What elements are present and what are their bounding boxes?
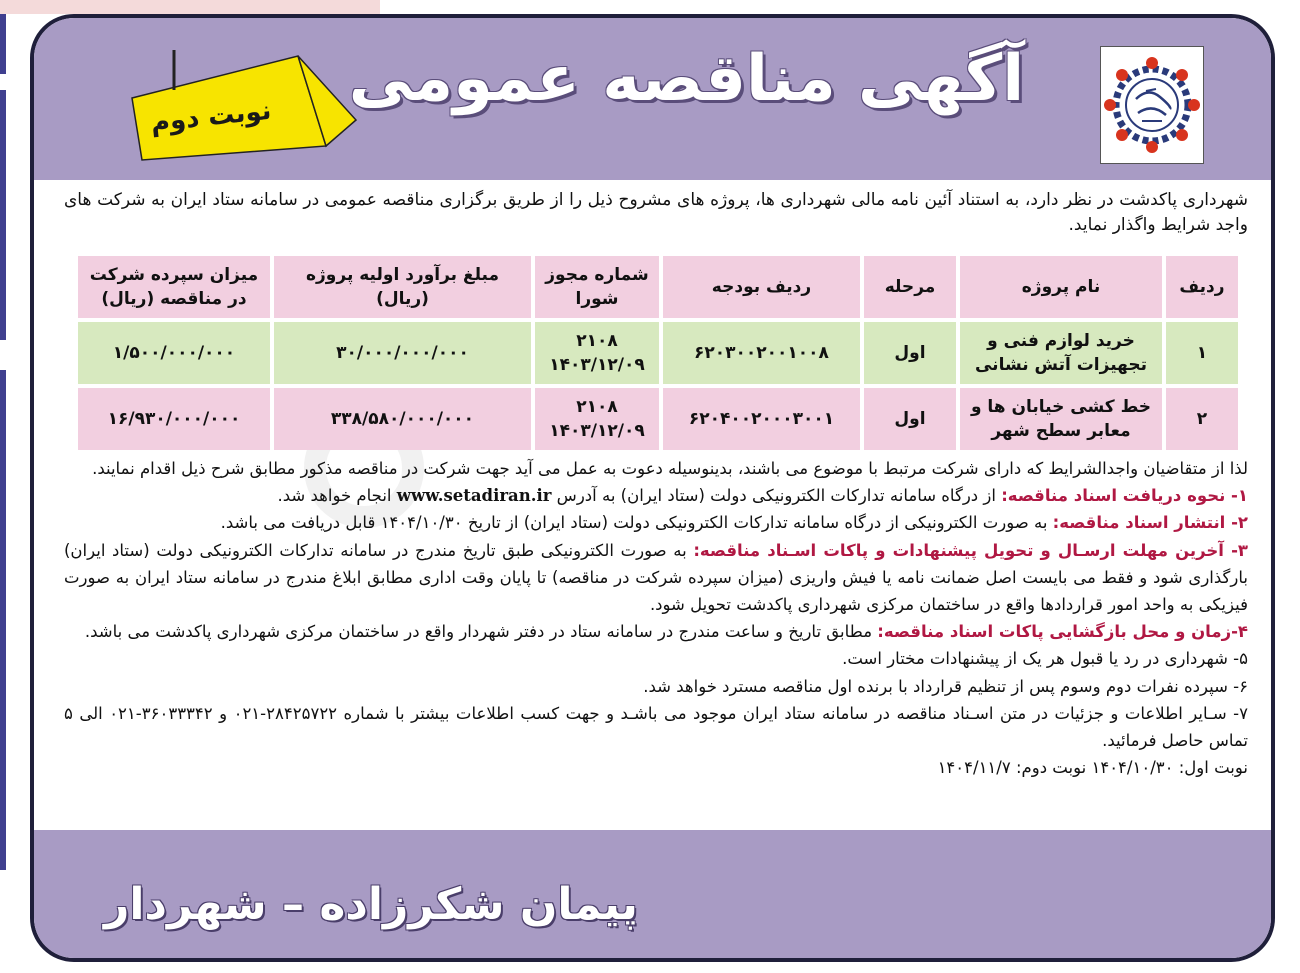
- cell-row-number: ۱: [1166, 322, 1238, 384]
- table-header-row: [78, 256, 1238, 318]
- cell-estimate: ۳۰/۰۰۰/۰۰۰/۰۰۰: [274, 322, 531, 384]
- item-1-text-a: از درگاه سامانه تدارکات الکترونیکی دولت (ستاد ایران) به آدرس: [551, 486, 1002, 506]
- cell-project-name: خرید لوازم فنی و تجهیزات آتش نشانی: [960, 322, 1162, 384]
- table-row: [78, 322, 1238, 384]
- condition-item-3: [64, 537, 1248, 619]
- header-stage: مرحله: [864, 256, 956, 318]
- table-row: [78, 388, 1238, 450]
- item-1-text-b: انجام خواهد شد.: [277, 486, 397, 506]
- cell-row-number: ۲: [1166, 388, 1238, 450]
- cell-budget-row: ۶۲۰۴۰۰۲۰۰۰۳۰۰۱: [663, 388, 860, 450]
- cell-permit: [535, 388, 659, 450]
- condition-item-4: [64, 618, 1248, 645]
- cell-project-name: خط کشی خیابان ها و معابر سطح شهر: [960, 388, 1162, 450]
- badge-pennant: [128, 50, 358, 170]
- header-budget-row: ردیف بودجه: [663, 256, 860, 318]
- header-project-name: نام پروژه: [960, 256, 1162, 318]
- cell-stage: اول: [864, 388, 956, 450]
- page-edge-top: [0, 0, 380, 14]
- permit-date: ۱۴۰۳/۱۲/۰۹: [549, 355, 645, 375]
- badge-label: نوبت دوم: [149, 95, 273, 139]
- item-3-text: به صورت الکترونیکی طبق تاریخ مندرج در سامانه تدارکات الکترونیکی دولت (ستاد ایران) بارگذاری شود و فقط می بایست اصل ضمانت نامه یا فیش واریزی (میزان سپرده شرکت در مناقصه) تا پایان وقت اداری مطابق ابلاغ مندرج در سامانه ستاد ایران به صورت فیزیکی به واحد امور قراردادها واقع در ساختمان مرکزی شهرداری پاکدشت تحویل شود.: [64, 540, 1248, 615]
- condition-item-7: ۷- سـایر اطلاعات و جزئیات در متن اسـناد مناقصه در سامانه ستاد ایران موجود می باشـد و جهت کسب اطلاعات بیشتر با شماره ۲۸۴۲۵۷۲۲-۰۲۱ و ۳۶۰۳۳۳۴۲-۰۲۱ الی ۵ تماس حاصل فرمائید.: [64, 703, 1248, 751]
- setadiran-link[interactable]: www.setadiran.ir: [396, 486, 552, 506]
- page-edge-strip: [0, 14, 6, 74]
- condition-item-6: ۶- سپرده نفرات دوم وسوم پس از تنظیم قرارداد با برنده اول مناقصه مسترد خواهد شد.: [643, 676, 1248, 696]
- header-deposit: میزان سپرده شرکت در مناقصه (ریال): [78, 256, 270, 318]
- item-2-label: ۲- انتشار اسناد مناقصه:: [1052, 513, 1248, 533]
- conditions-section: [64, 455, 1248, 781]
- permit-date: ۱۴۰۳/۱۲/۰۹: [549, 421, 645, 441]
- condition-item-1: [64, 482, 1248, 509]
- condition-item-5: ۵- شهرداری در رد یا قبول هر یک از پیشنهادات مختار است.: [842, 649, 1248, 669]
- permit-number: ۲۱۰۸: [576, 331, 618, 351]
- notice-frame: [30, 14, 1275, 962]
- item-1-label: ۱- نحوه دریافت اسناد مناقصه:: [1001, 486, 1248, 506]
- item-4-text: مطابق تاریخ و ساعت مندرج در سامانه ستاد در دفتر شهردار واقع در ساختمان مرکزی شهرداری پاکدشت می باشد.: [84, 622, 878, 642]
- item-2-text: به صورت الکترونیکی از درگاه سامانه تدارکات الکترونیکی دولت (ستاد ایران) از تاریخ ۱۴۰۴/۱۰/۳۰ قابل دریافت می باشد.: [220, 513, 1053, 533]
- publication-dates: نوبت اول: ۱۴۰۴/۱۰/۳۰ نوبت دوم: ۱۴۰۴/۱۱/۷: [937, 758, 1248, 778]
- cell-deposit: ۱/۵۰۰/۰۰۰/۰۰۰: [78, 322, 270, 384]
- page-edge-strip: [0, 370, 6, 870]
- header-permit-number: شماره مجوز شورا: [535, 256, 659, 318]
- mayor-signature: پیمان شکرزاده – شهردار: [104, 879, 638, 930]
- cell-deposit: ۱۶/۹۳۰/۰۰۰/۰۰۰: [78, 388, 270, 450]
- cell-stage: اول: [864, 322, 956, 384]
- permit-number: ۲۱۰۸: [576, 397, 618, 417]
- item-3-label: ۳- آخرین مهلت ارسـال و تحویل پیشنهادات و پاکات اسـناد مناقصه:: [693, 540, 1248, 560]
- projects-table: [74, 252, 1242, 454]
- header-estimate: مبلغ برآورد اولیه پروژه (ریال): [274, 256, 531, 318]
- item-4-label: ۴-زمان و محل بازگشایی پاکات اسناد مناقصه:: [877, 622, 1248, 642]
- intro-text: شهرداری پاکدشت در نظر دارد، به استناد آئین نامه مالی شهرداری ها، پروژه های مشروح ذیل را از طریق برگزاری مناقصه عمومی در سامانه ستاد ایران به شرکت های واجد شرایط واگذار نماید.: [64, 190, 1248, 235]
- cell-budget-row: ۶۲۰۳۰۰۲۰۰۱۰۰۸: [663, 322, 860, 384]
- cell-estimate: ۳۳۸/۵۸۰/۰۰۰/۰۰۰: [274, 388, 531, 450]
- cell-permit: [535, 322, 659, 384]
- intro-section: [64, 188, 1248, 238]
- page-edge-strip: [0, 90, 6, 340]
- condition-item-2: [64, 509, 1248, 536]
- notice-title: آگهی مناقصه عمومی: [348, 42, 1025, 116]
- invite-text: لذا از متقاضیان واجدالشرایط که دارای شرکت مرتبط با موضوع می باشند، بدینوسیله دعوت به عمل می آید جهت شرکت در مناقصه مذکور مطابق شرح ذیل اقدام نمایند.: [92, 459, 1248, 478]
- header-row-number: ردیف: [1166, 256, 1238, 318]
